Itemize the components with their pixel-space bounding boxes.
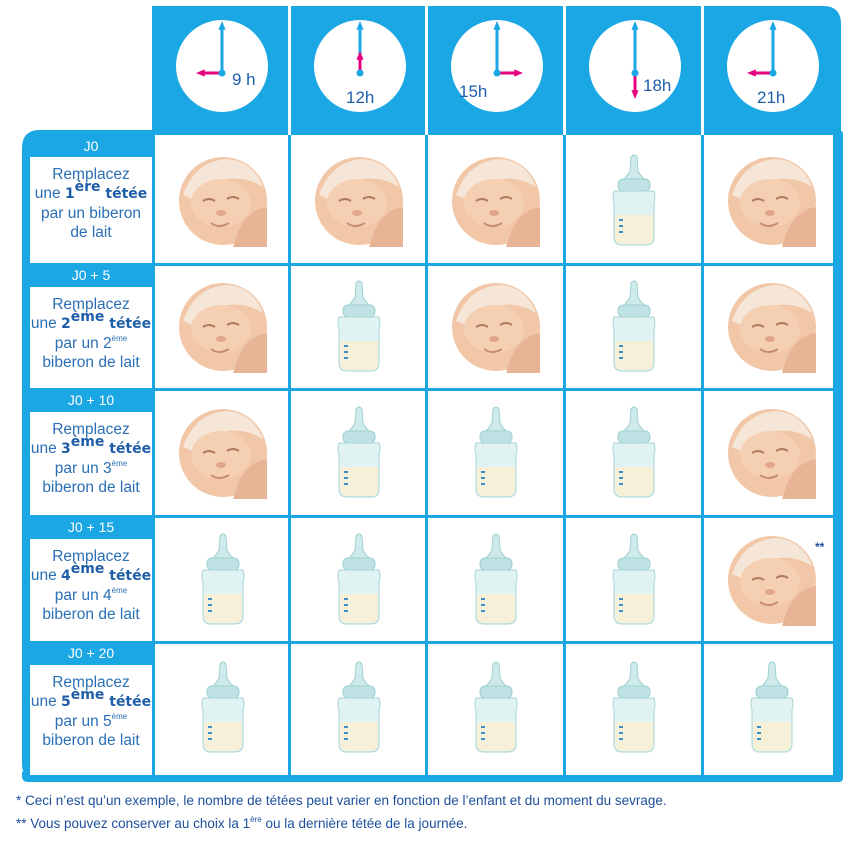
instruction-line: biberon de lait xyxy=(42,479,140,496)
instruction-line: Remplacez xyxy=(52,296,130,313)
row-instruction-5 xyxy=(30,673,152,750)
instruction-line: une 5ème tétée xyxy=(30,687,152,710)
instruction-line: Remplacez xyxy=(52,548,130,565)
instruction-line: par un biberon xyxy=(41,205,141,222)
clock-icon-5 xyxy=(718,11,828,121)
instruction-line: biberon de lait xyxy=(42,606,140,623)
footnote-two-sup: ère xyxy=(250,815,262,824)
baby-bottle-icon xyxy=(428,391,563,515)
baby-bottle-icon xyxy=(566,266,701,388)
instruction-line: une 3ème tétée xyxy=(30,434,152,457)
baby-bottle-icon xyxy=(428,644,563,772)
baby-bottle-icon xyxy=(291,266,426,388)
row-instruction-1 xyxy=(30,165,152,242)
breastfeeding-baby-icon xyxy=(704,518,839,641)
instruction-line: de lait xyxy=(70,224,112,241)
breastfeeding-baby-icon xyxy=(428,266,563,388)
clock-icon-3 xyxy=(442,11,552,121)
clock-time-label: 21h xyxy=(757,88,786,107)
breastfeeding-baby-icon xyxy=(704,138,839,263)
row-heading-4: J0 + 15 xyxy=(67,519,115,535)
breastfeeding-baby-icon xyxy=(704,391,839,515)
row-heading-3: J0 + 10 xyxy=(67,392,115,408)
instruction-line: biberon de lait xyxy=(42,354,140,371)
clock-time-label: 15h xyxy=(459,82,488,101)
row-heading-5: J0 + 20 xyxy=(67,645,115,661)
baby-bottle-icon xyxy=(566,138,701,263)
breastfeeding-baby-icon xyxy=(155,391,290,515)
baby-bottle-icon xyxy=(155,644,290,772)
footnote-one: * Ceci n’est qu’un exemple, le nombre de tétées peut varier en fonction de l’enfant et du moment du sevrage. xyxy=(16,793,667,808)
baby-bottle-icon xyxy=(291,644,426,772)
baby-bottle-icon xyxy=(428,518,563,641)
breastfeeding-baby-icon xyxy=(704,266,839,388)
baby-bottle-icon xyxy=(291,391,426,515)
row-instruction-2 xyxy=(30,295,152,372)
footnote-two xyxy=(16,816,467,831)
instruction-line: une 2ème tétée xyxy=(30,309,152,332)
instruction-line: une 1ère tétée xyxy=(34,179,148,202)
instruction-line: par un 5ème xyxy=(54,712,128,730)
row-instruction-4 xyxy=(30,547,152,624)
clock-icon-4 xyxy=(580,11,690,121)
baby-bottle-icon xyxy=(566,518,701,641)
instruction-line: biberon de lait xyxy=(42,732,140,749)
instruction-line: Remplacez xyxy=(52,166,130,183)
row-heading-2: J0 + 5 xyxy=(71,267,111,283)
instruction-line: Remplacez xyxy=(52,421,130,438)
instruction-line: par un 3ème xyxy=(54,459,128,477)
baby-bottle-icon xyxy=(566,391,701,515)
footnote-two-start: ** Vous pouvez conserver au choix la 1 xyxy=(16,816,251,831)
instruction-line: Remplacez xyxy=(52,674,130,691)
row-instruction-3 xyxy=(30,420,152,497)
baby-bottle-icon xyxy=(704,644,839,772)
clock-time-label: 12h xyxy=(346,88,375,107)
clock-time-label: 9 h xyxy=(232,70,256,89)
breastfeeding-baby-icon xyxy=(428,138,563,263)
clock-time-label: 18h xyxy=(643,76,672,95)
instruction-line: par un 4ème xyxy=(54,586,128,604)
baby-bottle-icon xyxy=(566,644,701,772)
instruction-line: une 4ème tétée xyxy=(30,561,152,584)
baby-bottle-icon xyxy=(291,518,426,641)
double-asterisk-note: ** xyxy=(815,540,825,554)
baby-bottle-icon xyxy=(155,518,290,641)
row-heading-1: J0 xyxy=(83,138,99,154)
instruction-line: par un 2ème xyxy=(54,334,128,352)
footnote-two-end: ou la dernière tétée de la journée. xyxy=(261,816,468,831)
clock-icon-2 xyxy=(305,11,415,121)
breastfeeding-baby-icon xyxy=(291,138,426,263)
breastfeeding-baby-icon xyxy=(155,266,290,388)
clock-icon-1 xyxy=(167,11,277,121)
breastfeeding-baby-icon xyxy=(155,138,290,263)
